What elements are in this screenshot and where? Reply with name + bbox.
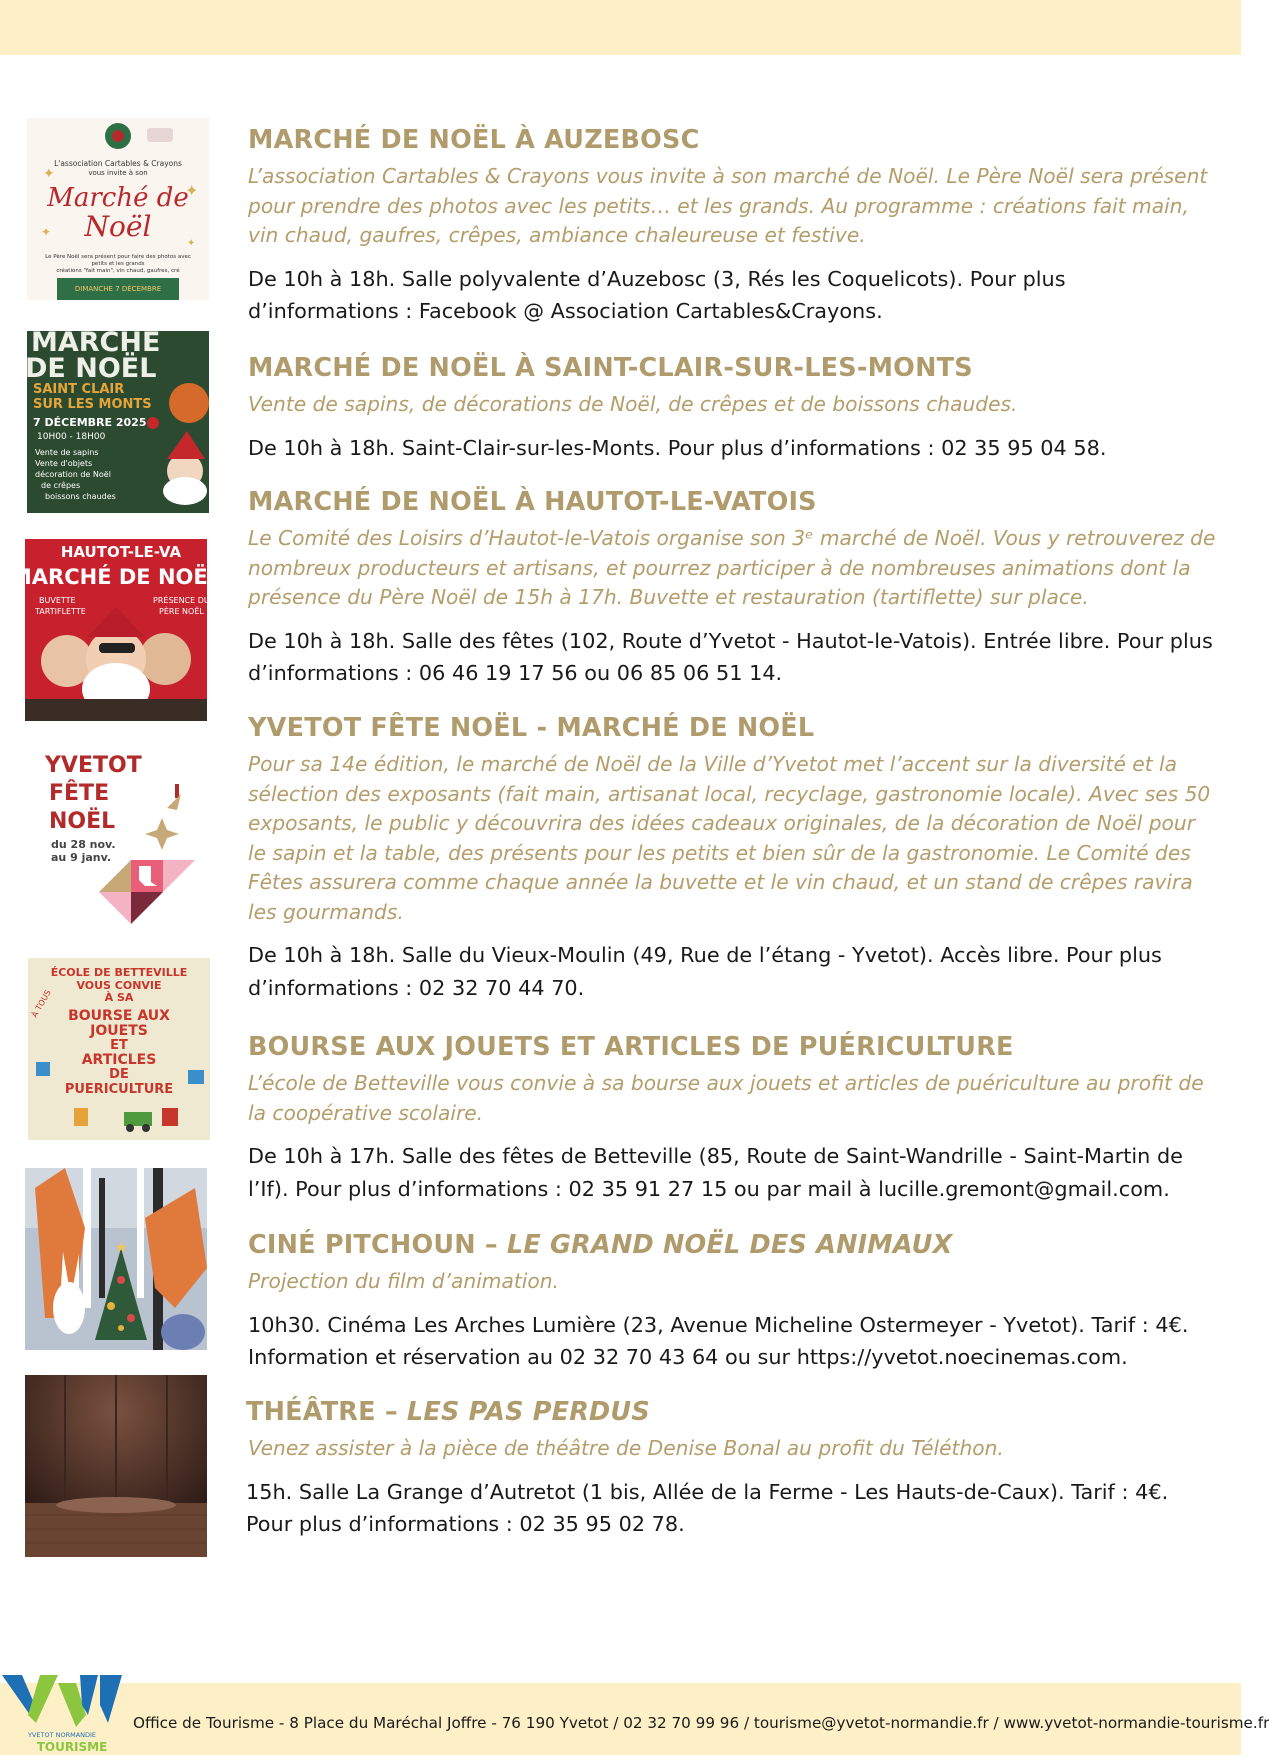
event-description: Le Comité des Loisirs d’Hautot-le-Vatois organise son 3ᵉ marché de Noël. Vous y retrouverez de nombreux producteurs et artisans, et pourrez participer à de nombreuses animations dont la présence du Père Noël de 15h à 17h. Buvette et restauration (tartiflette) sur place. — [248, 526, 1216, 609]
event-info: De 10h à 18h. Salle polyvalente d’Auzebosc (3, Rés les Coquelicots). Pour plus d’informations : Facebook @ Association Cartables&Crayons. — [248, 266, 1066, 323]
img2-date: 7 DÉCEMBRE 2025 — [33, 416, 147, 429]
event-theatre — [248, 1396, 1218, 1541]
img4-l3: NOËL — [49, 809, 116, 834]
svg-text:★: ★ — [115, 1240, 128, 1256]
event-info: De 10h à 18h. Salle des fêtes (102, Route d’Yvetot - Hautot-le-Vatois). Entrée libre. Pour plus d’informations : 06 46 19 17 56 ou 06 85 06 51 14. — [248, 628, 1213, 685]
tourism-logo — [0, 1675, 124, 1755]
event-info: De 10h à 18h. Salle du Vieux-Moulin (49, Rue de l’étang - Yvetot). Accès libre. Pour plus d’informations : 02 32 70 44 70. — [248, 943, 1162, 1000]
img2-sub2: SUR LES MONTS — [33, 397, 152, 412]
event-image-theatre — [25, 1375, 207, 1557]
img3-right1: PRÉSENCE DU — [153, 596, 210, 605]
event-title: MARCHÉ DE NOËL À HAUTOT-LE-VATOIS — [248, 487, 817, 517]
event-info: 15h. Salle La Grange d’Autretot (1 bis, Allée de la Ferme - Les Hauts-de-Caux). Tarif : 4€. Pour plus d’informations : 02 35 95 02 78. — [246, 1479, 1169, 1536]
event-image-cine-pitchoun — [25, 1168, 207, 1350]
event-description: Projection du film d’animation. — [248, 1269, 559, 1293]
img1-small1: Le Père Noël sera présent pour faire des photos avec — [45, 254, 191, 260]
img5-line-8: PUERICULTURE — [64, 1082, 174, 1097]
event-title-part2: MARCHÉ DE NOËL — [556, 713, 815, 743]
img2-hours: 10H00 - 18H00 — [37, 432, 106, 442]
header-band — [0, 0, 1241, 55]
event-title: BOURSE AUX JOUETS ET ARTICLES DE PUÉRICULTURE — [248, 1032, 1014, 1062]
img2-big1: MARCHE — [31, 327, 161, 358]
img1-script1: Marché de — [47, 183, 189, 213]
event-description: Pour sa 14e édition, le marché de Noël de la Ville d’Yvetot met l’accent sur la diversité et la sélection des exposants (fait main, artisanat local, recyclage, gastronomie locale). Avec ses 50 exposants, le public y découvrira des idées cadeaux originales, de la décoration de Noël pour le sapin et la table, des présents pour les petits et bien sûr de la gastronomie. Le Comité des Fêtes assurera comme chaque année la buvette et le vin chaud, et un stand de crêpes ravira les gourmands. — [248, 752, 1211, 924]
event-image-saint-clair — [25, 327, 209, 513]
event-saint-clair — [248, 352, 1218, 464]
event-title-part1: THÉÂTRE – — [246, 1397, 407, 1427]
event-title — [246, 1396, 1218, 1428]
event-hautot — [248, 486, 1218, 690]
img5-line-5: ET — [110, 1038, 128, 1053]
event-yvetot-fete-noel — [248, 712, 1218, 1004]
img3-main: MARCHÉ DE NOËL — [10, 565, 222, 589]
img2-list-4: boissons chaudes — [45, 492, 116, 501]
event-cine-pitchoun — [248, 1229, 1218, 1374]
event-title-part2: LE GRAND NOËL DES ANIMAUX — [506, 1230, 953, 1260]
event-info: De 10h à 18h. Saint-Clair-sur-les-Monts. Pour plus d’informations : 02 35 95 04 58. — [248, 435, 1107, 460]
img4-d2: au 9 janv. — [51, 851, 112, 864]
img1-line1: L'association Cartables & Crayons — [54, 159, 182, 168]
img5-line-0: ÉCOLE DE BETTEVILLE — [50, 966, 188, 979]
img4-d1: du 28 nov. — [51, 838, 116, 851]
event-image-bourse-jouets — [28, 958, 210, 1140]
img3-top: HAUTOT-LE-VA — [60, 543, 182, 561]
img2-sub1: SAINT CLAIR — [33, 382, 125, 397]
logo-big-text: TOURISME — [36, 1740, 108, 1754]
event-image-auzebosc — [27, 118, 209, 300]
event-title-part1: CINÉ PITCHOUN – — [248, 1230, 507, 1260]
img1-line2: vous invite à son — [88, 169, 148, 177]
img5-line-2: À SA — [104, 991, 134, 1004]
event-title-part1: YVETOT FÊTE NOËL - — [248, 713, 557, 743]
svg-text:✦: ✦ — [41, 225, 52, 239]
img1-banner: DIMANCHE 7 DÉCEMBRE — [74, 285, 162, 293]
event-title — [248, 712, 1218, 744]
img4-l1: YVETOT — [45, 753, 142, 778]
event-description: Vente de sapins, de décorations de Noël, de crêpes et de boissons chaudes. — [248, 392, 1018, 416]
img1-small2: petits et les grands — [91, 261, 145, 267]
img4-l2: FÊTE — [49, 781, 110, 806]
event-description: Venez assister à la pièce de théâtre de Denise Bonal au profit du Téléthon. — [248, 1436, 1004, 1460]
img5-line-3: BOURSE AUX — [68, 1008, 170, 1024]
img1-script2: Noël — [84, 210, 152, 243]
event-auzebosc — [248, 124, 1218, 328]
img5-line-6: ARTICLES — [81, 1052, 157, 1068]
img2-list-2: décoration de Noël — [35, 470, 111, 479]
event-title: MARCHÉ DE NOËL À AUZEBOSC — [248, 125, 700, 155]
event-title — [248, 1229, 1218, 1261]
img2-list-3: de crêpes — [41, 481, 81, 490]
svg-text:✦: ✦ — [187, 238, 196, 249]
img5-side: À TOUS — [29, 988, 53, 1019]
img3-left2: TARTIFLETTE — [35, 607, 86, 616]
event-title: MARCHÉ DE NOËL À SAINT-CLAIR-SUR-LES-MONTS — [248, 353, 973, 383]
img5-line-4: JOUETS — [90, 1023, 148, 1039]
svg-text:✦: ✦ — [185, 181, 199, 200]
event-image-yvetot-fete-noel — [27, 748, 209, 930]
footer-contact-text: Office de Tourisme - 8 Place du Maréchal Joffre - 76 190 Yvetot / 02 32 70 99 96 / tourisme@yvetot-normandie.fr / www.yvetot-normandie-tourisme.fr — [133, 1714, 1269, 1732]
img1-small3: créations "fait main", vin chaud, gaufres, cré — [56, 268, 180, 274]
img3-left1: BUVETTE — [39, 596, 76, 605]
event-description: L’école de Betteville vous convie à sa bourse aux jouets et articles de puériculture au profit de la coopérative scolaire. — [248, 1071, 1204, 1125]
img3-right2: PÈRE NOËL — [159, 607, 204, 616]
img5-line-1: VOUS CONVIE — [76, 979, 162, 992]
logo-small-text: YVETOT NORMANDIE — [27, 1731, 97, 1739]
img2-list-1: Vente d'objets — [35, 459, 93, 468]
event-title-part2: LES PAS PERDUS — [406, 1397, 650, 1427]
img2-list-0: Vente de sapins — [35, 448, 99, 457]
event-info: De 10h à 17h. Salle des fêtes de Betteville (85, Route de Saint-Wandrille - Saint-Martin de l’If). Pour plus d’informations : 02 35 91 27 15 ou par mail à lucille.gremont@gmail.com. — [248, 1144, 1183, 1201]
img2-big2: DE NOËL — [25, 353, 157, 384]
event-image-hautot — [10, 539, 222, 721]
event-bourse-jouets — [248, 1031, 1218, 1205]
svg-text:✦: ✦ — [43, 166, 55, 182]
event-info: 10h30. Cinéma Les Arches Lumière (23, Avenue Micheline Ostermeyer - Yvetot). Tarif : 4€. Information et réservation au 02 32 70 43 64 ou sur https://yvetot.noecinemas.com. — [248, 1312, 1189, 1369]
img5-line-7: DE — [109, 1067, 129, 1082]
event-description: L’association Cartables & Crayons vous invite à son marché de Noël. Le Père Noël sera présent pour prendre des photos avec les petits… et les grands. Au programme : créations fait main, vin chaud, gaufres, crêpes, ambiance chaleureuse et festive. — [248, 164, 1208, 247]
